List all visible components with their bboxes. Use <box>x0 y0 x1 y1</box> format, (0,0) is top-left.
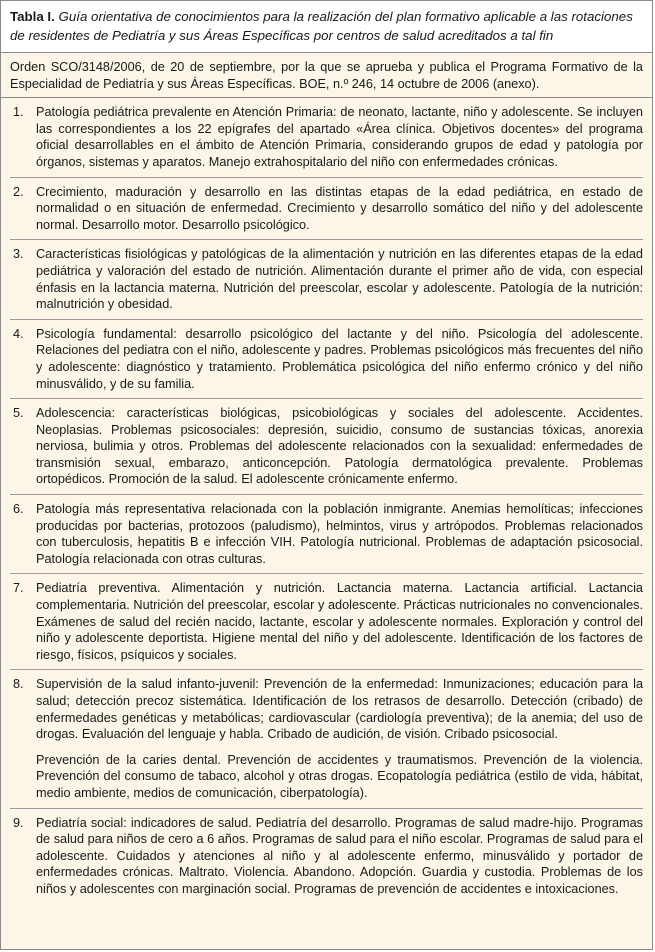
list-item <box>10 670 643 808</box>
item-text: Pediatría social: indicadores de salud. Pediatría del desarrollo. Programas de salud madre-hijo. Programas de salud para niños de cero a 6 años. Programas de salud para el niño escolar. Programas de salud para el adolescente. Cuidados y atenciones al niño y al adolescente enfermo, minusválido y portador de enfermedades crónicas. Maltrato. Violencia. Abandono. Adopción. Guardia y custodia. Problemas de los niños y adolescentes con marginación social. Programas de prevención de accidentes e intoxicaciones. <box>36 815 643 896</box>
table-caption <box>1 1 652 53</box>
item-number: 9. <box>13 815 24 830</box>
list-item <box>10 98 643 177</box>
list-item <box>10 495 643 574</box>
item-text: Adolescencia: características biológicas, psicobiológicas y sociales del adolescente. Accidentes. Neoplasias. Problemas psicosociales: depresión, suicidio, consumo de sustancias tóxicas, anorexia nerviosa, bulimia y otros. Problemas del adolescente relacionados con la sexualidad: enfermedades de transmisión sexual, embarazo, anticoncepción. Patología dermatológica prevalente. Problemas ortopédicos. Promoción de la salud. El adolescente crónicamente enfermo. <box>36 406 643 487</box>
item-text: Patología más representativa relacionada con la población inmigrante. Anemias hemolíticas; infecciones producidas por bacterias, protozoos (paludismo), helmintos, virus y artrópodos. Problemas relacionados con tuberculosis, hepatitis B e infección VIH. Patología nutricional. Problemas de adaptación psicosocial. Patología relacionada con otras culturas. <box>36 502 643 566</box>
item-text: Patología pediátrica prevalente en Atención Primaria: de neonato, lactante, niño y adolescente. Se incluyen las correspondientes a los 22 epígrafes del apartado «Área clínica. Objetivos docentes» del programa oficial desarrollables en el ámbito de Atención Primaria, considerando grupos de edad y patología por órganos, sistemas y aparatos. Manejo extrahospitalario del niño con enfermedades crónicas. <box>36 105 643 169</box>
table-body <box>1 53 652 904</box>
item-number: 1. <box>13 105 24 120</box>
table-title: Guía orientativa de conocimientos para la realización del plan formativo aplicable a las rotaciones de residentes de Pediatría y sus Áreas Específicas por centros de salud acreditados a tal fin <box>10 9 633 43</box>
item-number: 3. <box>13 247 24 262</box>
item-number: 5. <box>13 406 24 421</box>
list-item <box>10 574 643 670</box>
item-number: 6. <box>13 502 24 517</box>
item-text-continued: Prevención de la caries dental. Prevención de accidentes y traumatismos. Prevención de la violencia. Prevención del consumo de tabaco, alcohol y otras drogas. Ecopatología pediátrica (estilo de vida, hábitat, medio ambiente, medios de comunicación, ciberpatología). <box>36 752 643 800</box>
item-text: Pediatría preventiva. Alimentación y nutrición. Lactancia materna. Lactancia artificial. Lactancia complementaria. Nutrición del preescolar, escolar y adolescente. Prácticas nutricionales no convencionales. Exámenes de salud del recién nacido, lactante, escolar y adolescente normales. Exploración y control del niño y adolescente deportista. Higiene mental del niño y del adolescente. Identificación de los factores de riesgo, físicos, psíquicos y sociales. <box>36 581 643 662</box>
list-item <box>10 178 643 241</box>
item-text: Crecimiento, maduración y desarrollo en las distintas etapas de la edad pediátrica, en estado de normalidad o en situación de enfermedad. Crecimiento y desarrollo somático del niño y del adolescente normal. Desarrollo motor. Desarrollo psicológico. <box>36 184 643 232</box>
item-text: Características fisiológicas y patológicas de la alimentación y nutrición en las diferentes etapas de la edad pediátrica y valoración del estado de nutrición. Alimentación durante el primer año de vida, con especial énfasis en la lactancia materna. Nutrición del preescolar, escolar y adolescente. Patología de la nutrición: malnutrición y obesidad. <box>36 247 643 312</box>
table-label: Tabla I. <box>10 9 55 24</box>
item-number: 7. <box>13 581 24 596</box>
items-list <box>10 98 643 903</box>
item-number: 8. <box>13 677 24 692</box>
list-item <box>10 809 643 904</box>
item-text: Supervisión de la salud infanto-juvenil: Prevención de la enfermedad: Inmunizaciones; educación para la salud; detección precoz sistemática. Identificación de los retrasos de desarrollo. Detección (cribado) de enfermedades genéticas y metabólicas; cardiovascular (cardiología preventiva); de la anemia; del uso de drogas. Evaluación del lenguaje y habla. Cribado de audición, de visión. Cribado psicosocial. <box>36 677 643 742</box>
item-number: 2. <box>13 184 24 199</box>
list-item <box>10 320 643 399</box>
item-number: 4. <box>13 326 24 341</box>
table-intro: Orden SCO/3148/2006, de 20 de septiembre, por la que se aprueba y publica el Programa Formativo de la Especialidad de Pediatría y sus Áreas Específicas. BOE, n.º 246, 14 octubre de 2006 (anexo). <box>1 59 652 98</box>
list-item <box>10 240 643 319</box>
list-item <box>10 399 643 495</box>
item-text: Psicología fundamental: desarrollo psicológico del lactante y del niño. Psicología del adolescente. Relaciones del pediatra con el niño, adolescente y padres. Problemas psicológicos más frecuentes del niño y adolescente: diagnóstico y tratamiento. Problemática psicológica del niño enfermo crónico y del niño minusválido, y de su familia. <box>36 326 643 391</box>
